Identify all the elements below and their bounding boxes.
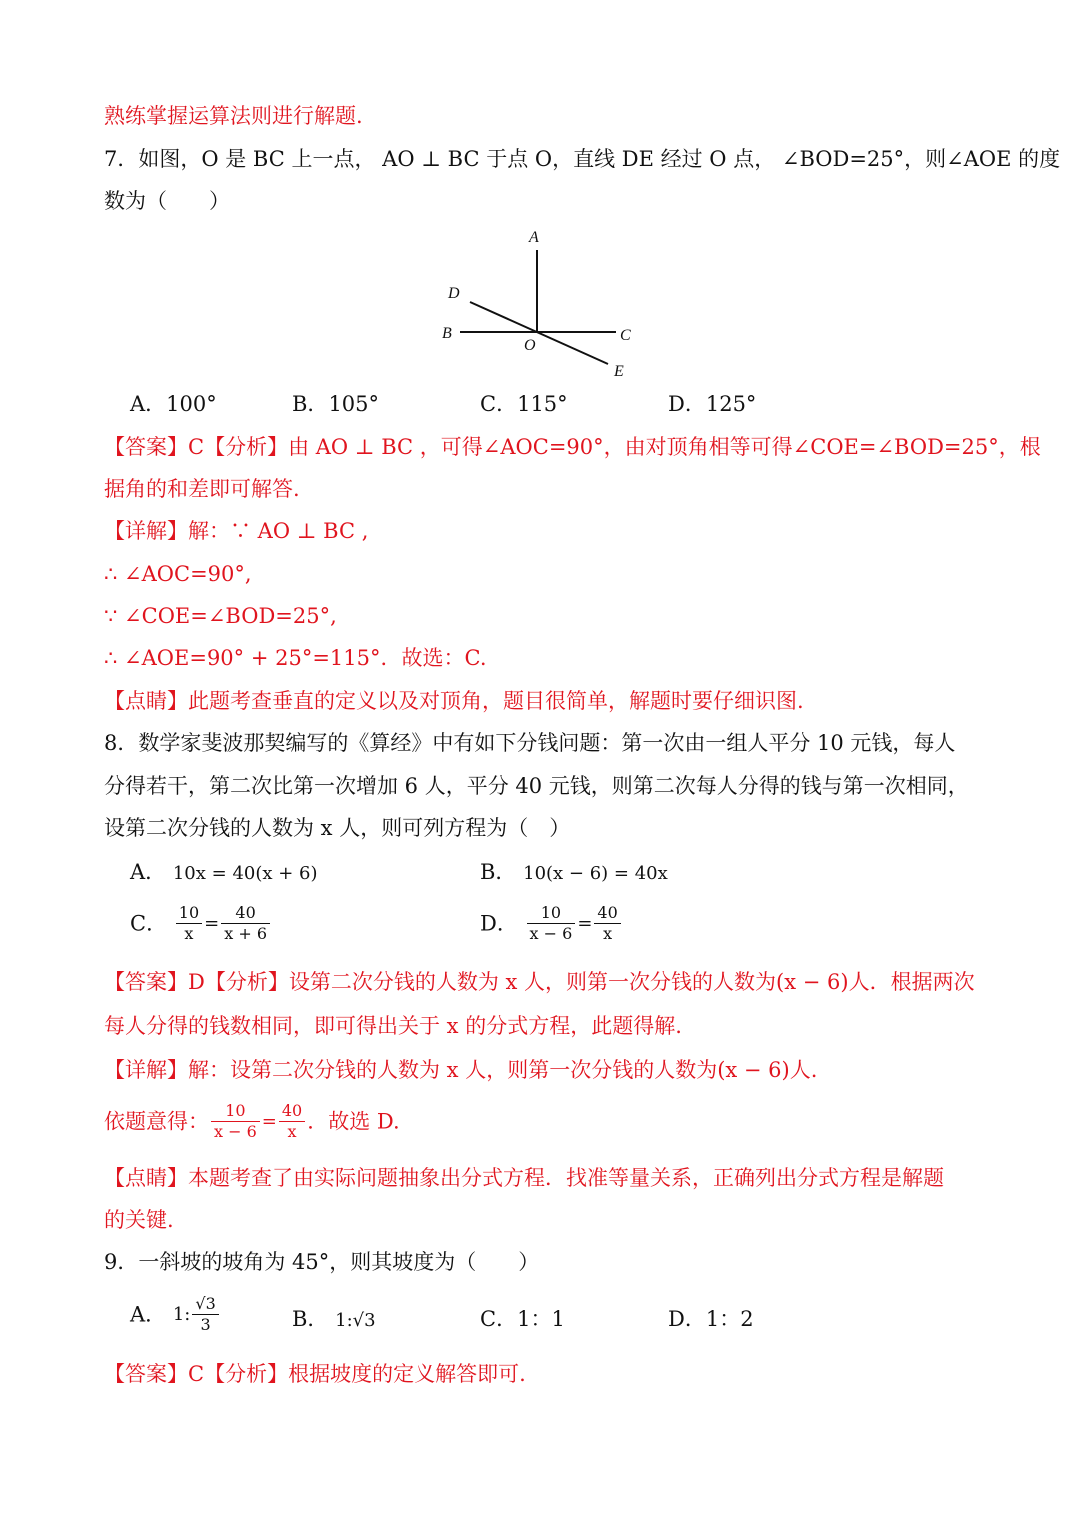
q7-detail-line1: 【详解】解：∵ AO ⊥ BC ,	[104, 519, 369, 543]
top-note: 熟练掌握运算法则进行解题.	[104, 104, 363, 128]
q8-stem-line3: 设第二次分钱的人数为 x 人，则可列方程为（ ）	[104, 816, 571, 840]
label-d: D	[448, 285, 460, 302]
q9-option-c: C．1：1	[480, 1307, 565, 1331]
q7-stem-line1: 7．如图，O 是 BC 上一点， AO ⊥ BC 于点 O，直线 DE 经过 O 点， ∠BOD=25°，则∠AOE 的度	[104, 147, 1061, 171]
q7-detail-line2: ∴ ∠AOC=90°,	[104, 562, 252, 586]
q8-d-frac2: $\frac{40}{x}$	[594, 905, 620, 943]
q8-option-c: C． $\frac{10}{x}$ = $\frac{40}{x + 6}$	[130, 905, 272, 943]
q7-option-a: A．100°	[130, 392, 217, 416]
q7-detail-line3: ∵ ∠COE=∠BOD=25°,	[104, 604, 337, 628]
label-e: E	[614, 363, 624, 380]
label-a: A	[529, 229, 539, 246]
q8-point-line1: 【点睛】本题考查了由实际问题抽象出分式方程．找准等量关系，正确列出分式方程是解题	[104, 1166, 944, 1190]
q7-option-b: B．105°	[292, 392, 380, 416]
q8-option-b: B． 10(x − 6) = 40x	[480, 860, 668, 884]
q9-option-b: B． 1:√3	[292, 1307, 376, 1331]
q7-point: 【点睛】此题考查垂直的定义以及对顶角，题目很简单，解题时要仔细识图.	[104, 689, 804, 713]
q7-answer-line1: 【答案】C【分析】由 AO ⊥ BC ，可得∠AOC=90°，由对顶角相等可得∠COE=∠BOD=25°，根	[104, 435, 1041, 459]
q8-point-line2: 的关键.	[104, 1208, 174, 1232]
q8-c-frac2: $\frac{40}{x + 6}$	[221, 905, 270, 943]
q8-d-frac1: $\frac{10}{x - 6}$	[527, 905, 576, 943]
q7-option-c: C．115°	[480, 392, 568, 416]
label-o: O	[524, 337, 536, 354]
q7-figure	[430, 222, 650, 382]
q8-c-frac1: $\frac{10}{x}$	[176, 905, 202, 943]
q7-answer-line2: 据角的和差即可解答.	[104, 477, 300, 501]
label-b: B	[442, 325, 452, 342]
q9-option-a: A． 1: $\frac{√3}{3}$	[130, 1296, 221, 1334]
q9-option-d: D．1：2	[668, 1307, 754, 1331]
q7-option-d: D．125°	[668, 392, 757, 416]
q8-answer-line1: 【答案】D【分析】设第二次分钱的人数为 x 人，则第一次分钱的人数为(x − 6)人．根据两次	[104, 970, 975, 994]
q9-stem: 9．一斜坡的坡角为 45°，则其坡度为（ ）	[104, 1250, 540, 1274]
label-c: C	[620, 327, 631, 344]
q8-stem-line2: 分得若干，第二次比第一次增加 6 人，平分 40 元钱，则第二次每人分得的钱与第一次相同，	[104, 774, 969, 798]
q8-answer-line2: 每人分得的钱数相同，即可得出关于 x 的分式方程，此题得解.	[104, 1014, 682, 1038]
q8-option-a: A． 10x = 40(x + 6)	[130, 860, 318, 884]
q9-answer: 【答案】C【分析】根据坡度的定义解答即可.	[104, 1362, 526, 1386]
q8-detail-line1: 【详解】解：设第二次分钱的人数为 x 人，则第一次分钱的人数为(x − 6)人.	[104, 1058, 818, 1082]
q8-detail-eq: 依题意得： $\frac{10}{x - 6}$ = $\frac{40}{x}$ ．故选 D.	[104, 1101, 400, 1141]
q7-detail-line4: ∴ ∠AOE=90° + 25°=115°．故选：C.	[104, 646, 487, 670]
q8-stem-line1: 8．数学家斐波那契编写的《算经》中有如下分钱问题：第一次由一组人平分 10 元钱，每人	[104, 731, 956, 755]
q8-option-d: D． $\frac{10}{x - 6}$ = $\frac{40}{x}$	[480, 905, 623, 943]
q7-stem-line2: 数为（ ）	[104, 189, 230, 213]
